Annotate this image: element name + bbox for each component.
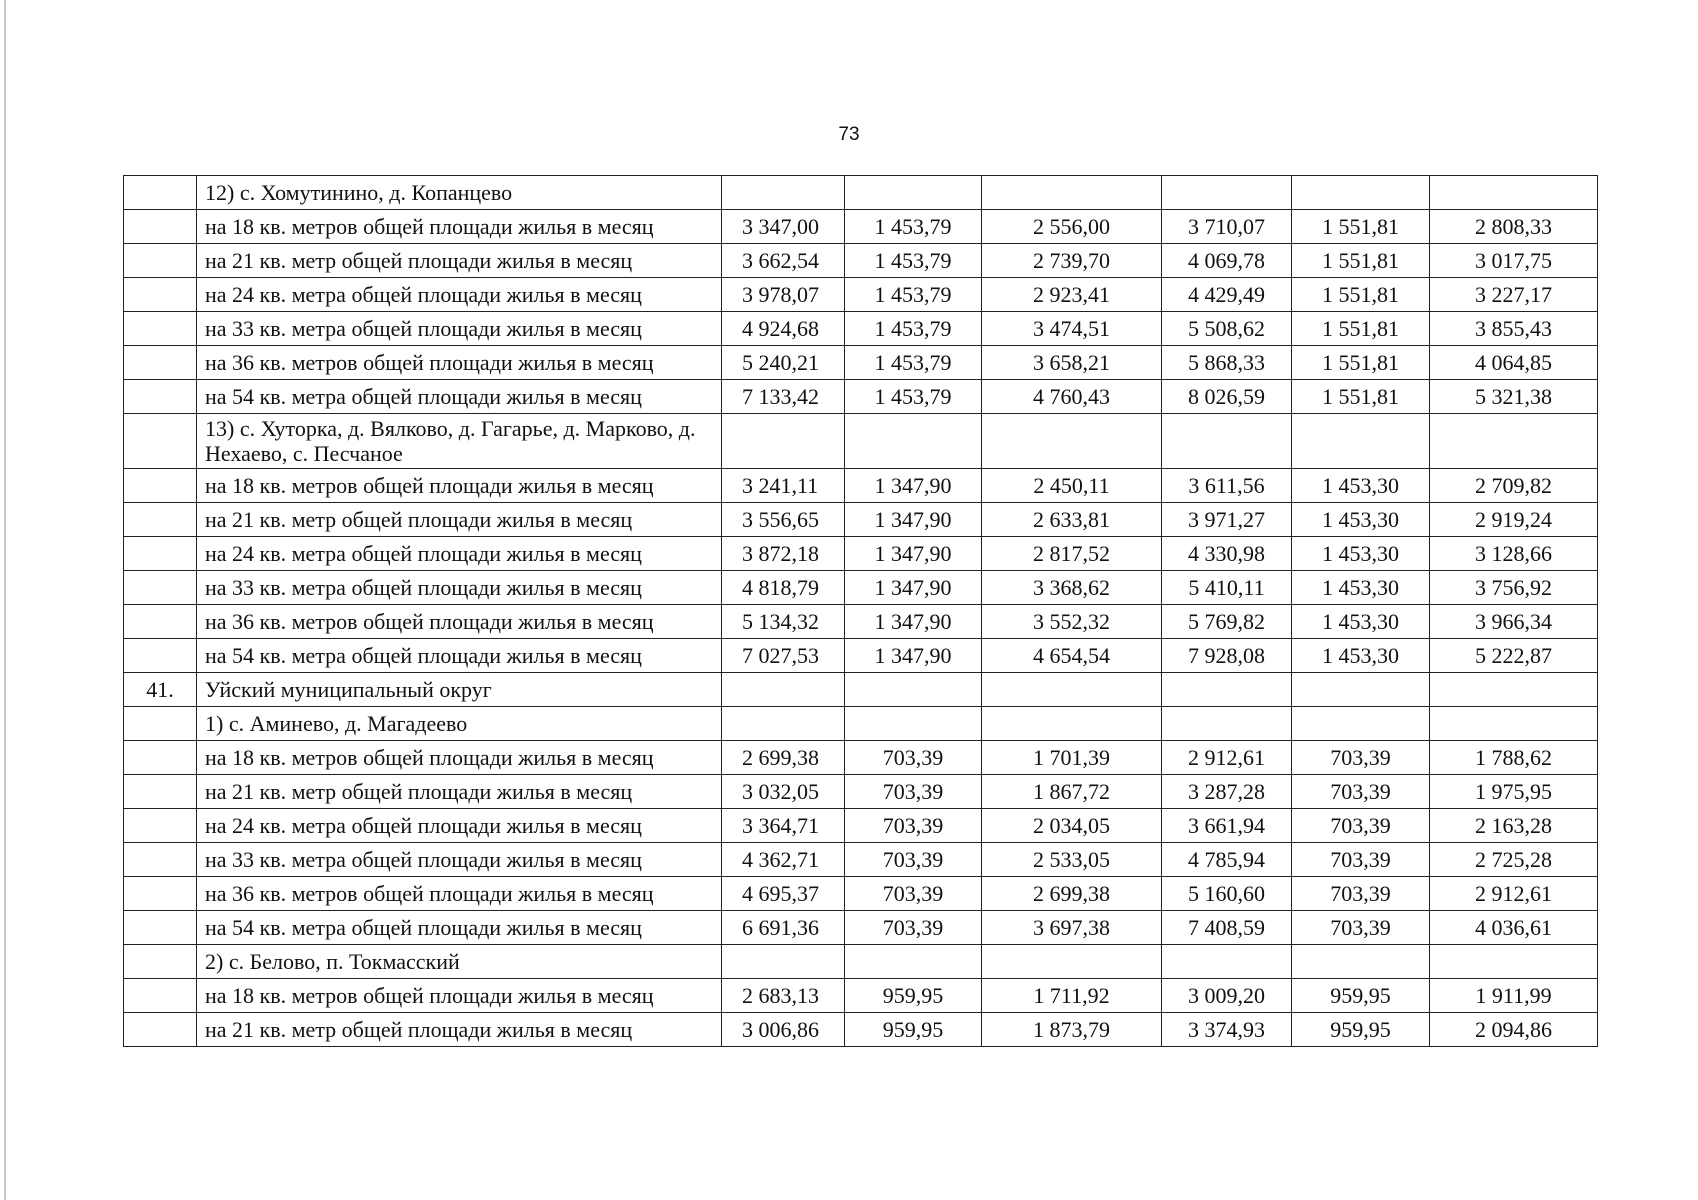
- value-cell: 2 450,11: [982, 469, 1162, 503]
- description-cell: на 21 кв. метр общей площади жилья в месяц: [197, 775, 722, 809]
- value-cell: [1162, 414, 1292, 469]
- value-cell: 3 710,07: [1162, 210, 1292, 244]
- value-cell: 4 760,43: [982, 380, 1162, 414]
- value-cell: [1430, 707, 1598, 741]
- table-row: [124, 707, 1598, 741]
- value-cell: 1 453,30: [1292, 639, 1430, 673]
- value-cell: 3 966,34: [1430, 605, 1598, 639]
- value-cell: 5 868,33: [1162, 346, 1292, 380]
- value-cell: 2 817,52: [982, 537, 1162, 571]
- value-cell: 3 552,32: [982, 605, 1162, 639]
- table-row: [124, 673, 1598, 707]
- value-cell: 959,95: [1292, 979, 1430, 1013]
- value-cell: 703,39: [1292, 775, 1430, 809]
- value-cell: [722, 673, 845, 707]
- table-row: [124, 911, 1598, 945]
- description-cell: на 33 кв. метра общей площади жилья в месяц: [197, 312, 722, 346]
- row-number-cell: [124, 1013, 197, 1047]
- value-cell: 703,39: [845, 775, 982, 809]
- value-cell: 1 347,90: [845, 503, 982, 537]
- value-cell: 4 069,78: [1162, 244, 1292, 278]
- row-number-cell: 41.: [124, 673, 197, 707]
- row-number-cell: [124, 278, 197, 312]
- value-cell: 1 347,90: [845, 469, 982, 503]
- description-cell: на 21 кв. метр общей площади жилья в месяц: [197, 1013, 722, 1047]
- table-row: [124, 741, 1598, 775]
- value-cell: 3 227,17: [1430, 278, 1598, 312]
- value-cell: [1162, 707, 1292, 741]
- value-cell: 1 453,30: [1292, 503, 1430, 537]
- page-number: 73: [838, 124, 860, 145]
- value-cell: [982, 707, 1162, 741]
- value-cell: 1 551,81: [1292, 278, 1430, 312]
- value-cell: 2 725,28: [1430, 843, 1598, 877]
- value-cell: 1 453,30: [1292, 571, 1430, 605]
- value-cell: 2 919,24: [1430, 503, 1598, 537]
- description-cell: Уйский муниципальный округ: [197, 673, 722, 707]
- value-cell: [1292, 176, 1430, 210]
- value-cell: [722, 414, 845, 469]
- value-cell: 1 453,79: [845, 380, 982, 414]
- scan-edge-line: [4, 0, 6, 1200]
- value-cell: 7 027,53: [722, 639, 845, 673]
- value-cell: 2 633,81: [982, 503, 1162, 537]
- description-cell: на 33 кв. метра общей площади жилья в месяц: [197, 843, 722, 877]
- row-number-cell: [124, 775, 197, 809]
- value-cell: 2 556,00: [982, 210, 1162, 244]
- value-cell: [1430, 176, 1598, 210]
- description-cell: на 54 кв. метра общей площади жилья в месяц: [197, 639, 722, 673]
- value-cell: 2 699,38: [722, 741, 845, 775]
- description-cell: на 24 кв. метра общей площади жилья в месяц: [197, 278, 722, 312]
- description-cell: на 54 кв. метра общей площади жилья в месяц: [197, 911, 722, 945]
- value-cell: [845, 176, 982, 210]
- row-number-cell: [124, 979, 197, 1013]
- value-cell: 1 551,81: [1292, 380, 1430, 414]
- value-cell: 959,95: [1292, 1013, 1430, 1047]
- value-cell: 1 453,30: [1292, 469, 1430, 503]
- value-cell: 1 347,90: [845, 571, 982, 605]
- table-row: [124, 877, 1598, 911]
- value-cell: 4 330,98: [1162, 537, 1292, 571]
- row-number-cell: [124, 571, 197, 605]
- row-number-cell: [124, 809, 197, 843]
- table-row: [124, 537, 1598, 571]
- value-cell: 5 769,82: [1162, 605, 1292, 639]
- description-cell: на 24 кв. метра общей площади жилья в месяц: [197, 537, 722, 571]
- value-cell: 3 017,75: [1430, 244, 1598, 278]
- row-number-cell: [124, 380, 197, 414]
- value-cell: 3 287,28: [1162, 775, 1292, 809]
- description-cell: на 36 кв. метров общей площади жилья в месяц: [197, 346, 722, 380]
- value-cell: 1 347,90: [845, 639, 982, 673]
- value-cell: 959,95: [845, 1013, 982, 1047]
- value-cell: 2 912,61: [1162, 741, 1292, 775]
- row-number-cell: [124, 346, 197, 380]
- description-cell: 12) с. Хомутинино, д. Копанцево: [197, 176, 722, 210]
- table-row: [124, 346, 1598, 380]
- value-cell: 3 241,11: [722, 469, 845, 503]
- value-cell: 3 611,56: [1162, 469, 1292, 503]
- table-row: [124, 843, 1598, 877]
- value-cell: 2 808,33: [1430, 210, 1598, 244]
- table-row: [124, 312, 1598, 346]
- value-cell: [1430, 673, 1598, 707]
- table-row: [124, 639, 1598, 673]
- description-cell: 1) с. Аминево, д. Магадеево: [197, 707, 722, 741]
- table-row: [124, 469, 1598, 503]
- value-cell: 3 756,92: [1430, 571, 1598, 605]
- value-cell: 3 556,65: [722, 503, 845, 537]
- value-cell: [845, 673, 982, 707]
- value-cell: [1292, 414, 1430, 469]
- value-cell: 1 453,30: [1292, 605, 1430, 639]
- description-cell: на 54 кв. метра общей площади жилья в месяц: [197, 380, 722, 414]
- value-cell: 1 873,79: [982, 1013, 1162, 1047]
- value-cell: [845, 414, 982, 469]
- value-cell: 703,39: [845, 741, 982, 775]
- value-cell: [1430, 414, 1598, 469]
- table-row: [124, 571, 1598, 605]
- value-cell: 7 408,59: [1162, 911, 1292, 945]
- value-cell: [1292, 707, 1430, 741]
- value-cell: 2 739,70: [982, 244, 1162, 278]
- value-cell: 3 347,00: [722, 210, 845, 244]
- value-cell: 703,39: [845, 809, 982, 843]
- row-number-cell: [124, 244, 197, 278]
- description-cell: на 21 кв. метр общей площади жилья в месяц: [197, 244, 722, 278]
- value-cell: 1 551,81: [1292, 244, 1430, 278]
- table-row: [124, 278, 1598, 312]
- value-cell: 703,39: [845, 843, 982, 877]
- value-cell: [722, 176, 845, 210]
- value-cell: [722, 707, 845, 741]
- value-cell: 1 551,81: [1292, 346, 1430, 380]
- table-row: [124, 503, 1598, 537]
- value-cell: 1 701,39: [982, 741, 1162, 775]
- table-row: [124, 809, 1598, 843]
- tariff-table: [123, 175, 1598, 1047]
- value-cell: [1292, 945, 1430, 979]
- value-cell: 703,39: [1292, 877, 1430, 911]
- value-cell: 703,39: [1292, 809, 1430, 843]
- value-cell: 1 551,81: [1292, 312, 1430, 346]
- value-cell: [722, 945, 845, 979]
- value-cell: 3 474,51: [982, 312, 1162, 346]
- table-row: [124, 210, 1598, 244]
- value-cell: 2 683,13: [722, 979, 845, 1013]
- value-cell: 1 453,30: [1292, 537, 1430, 571]
- value-cell: 3 855,43: [1430, 312, 1598, 346]
- value-cell: 1 347,90: [845, 605, 982, 639]
- value-cell: 4 036,61: [1430, 911, 1598, 945]
- row-number-cell: [124, 605, 197, 639]
- row-number-cell: [124, 210, 197, 244]
- value-cell: 1 788,62: [1430, 741, 1598, 775]
- value-cell: 2 699,38: [982, 877, 1162, 911]
- row-number-cell: [124, 877, 197, 911]
- row-number-cell: [124, 414, 197, 469]
- value-cell: 1 347,90: [845, 537, 982, 571]
- value-cell: 6 691,36: [722, 911, 845, 945]
- row-number-cell: [124, 312, 197, 346]
- value-cell: 3 697,38: [982, 911, 1162, 945]
- value-cell: 5 134,32: [722, 605, 845, 639]
- description-cell: на 18 кв. метров общей площади жилья в месяц: [197, 979, 722, 1013]
- value-cell: [845, 945, 982, 979]
- value-cell: [982, 945, 1162, 979]
- value-cell: 703,39: [845, 911, 982, 945]
- value-cell: 3 872,18: [722, 537, 845, 571]
- value-cell: 5 410,11: [1162, 571, 1292, 605]
- table-row: [124, 380, 1598, 414]
- value-cell: 3 662,54: [722, 244, 845, 278]
- value-cell: 5 508,62: [1162, 312, 1292, 346]
- value-cell: 5 321,38: [1430, 380, 1598, 414]
- description-cell: на 18 кв. метров общей площади жилья в месяц: [197, 741, 722, 775]
- row-number-cell: [124, 469, 197, 503]
- description-cell: 13) с. Хуторка, д. Вялково, д. Гагарье, д. Марково, д. Нехаево, с. Песчаное: [197, 414, 722, 469]
- row-number-cell: [124, 176, 197, 210]
- row-number-cell: [124, 503, 197, 537]
- description-cell: на 36 кв. метров общей площади жилья в месяц: [197, 605, 722, 639]
- value-cell: 703,39: [1292, 911, 1430, 945]
- row-number-cell: [124, 537, 197, 571]
- row-number-cell: [124, 843, 197, 877]
- value-cell: 1 711,92: [982, 979, 1162, 1013]
- value-cell: 959,95: [845, 979, 982, 1013]
- value-cell: 3 009,20: [1162, 979, 1292, 1013]
- value-cell: 4 064,85: [1430, 346, 1598, 380]
- value-cell: [1162, 673, 1292, 707]
- description-cell: на 33 кв. метра общей площади жилья в месяц: [197, 571, 722, 605]
- value-cell: 703,39: [1292, 741, 1430, 775]
- value-cell: [982, 414, 1162, 469]
- value-cell: 703,39: [1292, 843, 1430, 877]
- value-cell: 3 128,66: [1430, 537, 1598, 571]
- value-cell: 4 362,71: [722, 843, 845, 877]
- value-cell: 2 923,41: [982, 278, 1162, 312]
- value-cell: 7 928,08: [1162, 639, 1292, 673]
- value-cell: 1 975,95: [1430, 775, 1598, 809]
- value-cell: 2 094,86: [1430, 1013, 1598, 1047]
- row-number-cell: [124, 911, 197, 945]
- value-cell: 3 368,62: [982, 571, 1162, 605]
- table-row: [124, 176, 1598, 210]
- row-number-cell: [124, 945, 197, 979]
- value-cell: 5 160,60: [1162, 877, 1292, 911]
- description-cell: на 18 кв. метров общей площади жилья в месяц: [197, 469, 722, 503]
- value-cell: 2 912,61: [1430, 877, 1598, 911]
- row-number-cell: [124, 639, 197, 673]
- value-cell: [1162, 945, 1292, 979]
- table-row: [124, 979, 1598, 1013]
- value-cell: 3 661,94: [1162, 809, 1292, 843]
- value-cell: [982, 673, 1162, 707]
- row-number-cell: [124, 741, 197, 775]
- value-cell: 3 032,05: [722, 775, 845, 809]
- value-cell: 1 551,81: [1292, 210, 1430, 244]
- value-cell: 3 364,71: [722, 809, 845, 843]
- value-cell: 703,39: [845, 877, 982, 911]
- value-cell: 1 453,79: [845, 346, 982, 380]
- table-row: [124, 775, 1598, 809]
- table-row: [124, 1013, 1598, 1047]
- value-cell: 1 453,79: [845, 244, 982, 278]
- table-row: [124, 414, 1598, 469]
- description-cell: на 24 кв. метра общей площади жилья в месяц: [197, 809, 722, 843]
- value-cell: 3 971,27: [1162, 503, 1292, 537]
- value-cell: [1292, 673, 1430, 707]
- value-cell: 8 026,59: [1162, 380, 1292, 414]
- value-cell: 5 240,21: [722, 346, 845, 380]
- description-cell: на 18 кв. метров общей площади жилья в месяц: [197, 210, 722, 244]
- table-row: [124, 244, 1598, 278]
- value-cell: 1 453,79: [845, 210, 982, 244]
- value-cell: 3 374,93: [1162, 1013, 1292, 1047]
- description-cell: 2) с. Белово, п. Токмасский: [197, 945, 722, 979]
- value-cell: [845, 707, 982, 741]
- description-cell: на 21 кв. метр общей площади жилья в месяц: [197, 503, 722, 537]
- value-cell: 4 695,37: [722, 877, 845, 911]
- value-cell: 5 222,87: [1430, 639, 1598, 673]
- value-cell: 1 911,99: [1430, 979, 1598, 1013]
- table-row: [124, 945, 1598, 979]
- value-cell: 3 006,86: [722, 1013, 845, 1047]
- value-cell: 3 978,07: [722, 278, 845, 312]
- value-cell: [1430, 945, 1598, 979]
- value-cell: [982, 176, 1162, 210]
- value-cell: 7 133,42: [722, 380, 845, 414]
- value-cell: 1 453,79: [845, 312, 982, 346]
- value-cell: 4 785,94: [1162, 843, 1292, 877]
- value-cell: 3 658,21: [982, 346, 1162, 380]
- value-cell: [1162, 176, 1292, 210]
- value-cell: 1 453,79: [845, 278, 982, 312]
- value-cell: 4 429,49: [1162, 278, 1292, 312]
- value-cell: 1 867,72: [982, 775, 1162, 809]
- description-cell: на 36 кв. метров общей площади жилья в месяц: [197, 877, 722, 911]
- value-cell: 2 034,05: [982, 809, 1162, 843]
- table-row: [124, 605, 1598, 639]
- value-cell: 2 163,28: [1430, 809, 1598, 843]
- value-cell: 4 818,79: [722, 571, 845, 605]
- value-cell: 4 924,68: [722, 312, 845, 346]
- value-cell: 2 709,82: [1430, 469, 1598, 503]
- value-cell: 2 533,05: [982, 843, 1162, 877]
- value-cell: 4 654,54: [982, 639, 1162, 673]
- row-number-cell: [124, 707, 197, 741]
